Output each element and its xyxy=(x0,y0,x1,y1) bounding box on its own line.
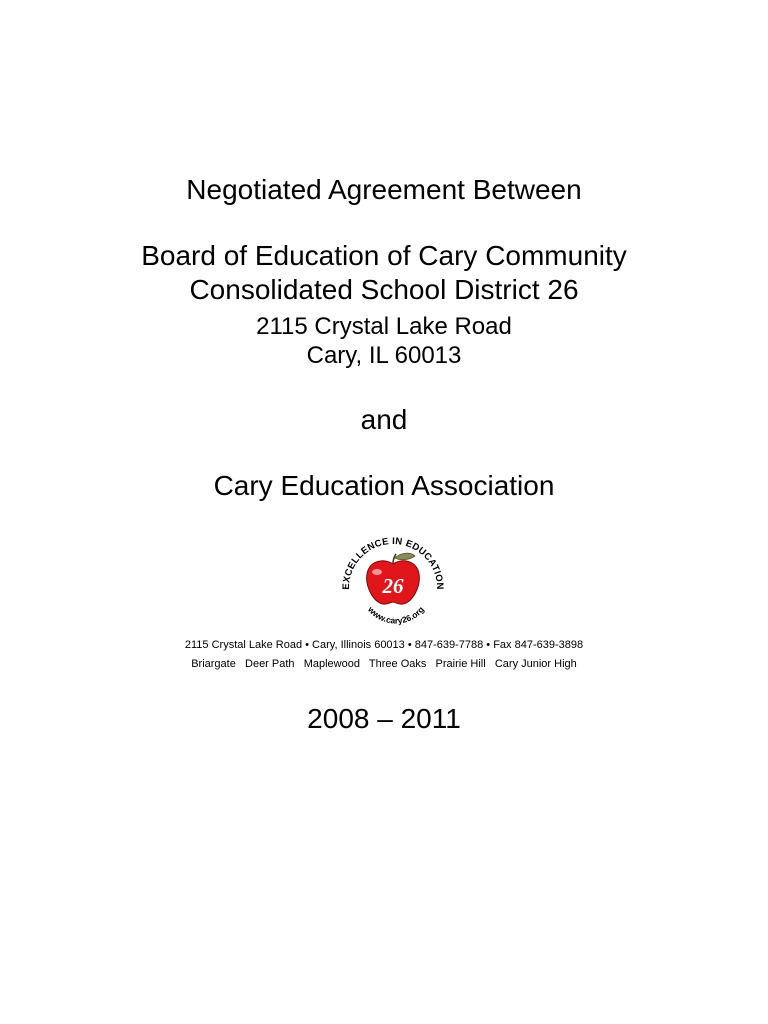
conjunction-and: and xyxy=(360,404,408,435)
district-schools-line: Briargate Deer Path Maplewood Three Oaks Prairie Hill Cary Junior High xyxy=(191,658,577,670)
board-name-line-1: Board of Education of Cary Community xyxy=(141,240,627,271)
district-logo xyxy=(331,522,451,626)
logo-number: 26 xyxy=(382,574,404,598)
board-address-street: 2115 Crystal Lake Road xyxy=(256,313,512,340)
agreement-term: 2008 – 2011 xyxy=(307,703,461,734)
agreement-title: Negotiated Agreement Between xyxy=(186,174,582,205)
board-address-city: Cary, IL 60013 xyxy=(306,342,462,369)
logo-arc-text: EXCELLENCE IN EDUCATION xyxy=(340,535,446,590)
association-name: Cary Education Association xyxy=(213,470,555,501)
logo-website: www.cary26.org xyxy=(366,604,426,626)
district-contact-line: 2115 Crystal Lake Road • Cary, Illinois 60013 • 847-639-7788 • Fax 847-639-3898 xyxy=(184,639,584,651)
leaf-icon xyxy=(395,553,415,560)
board-name-line-2: Consolidated School District 26 xyxy=(189,274,579,305)
apple-highlight xyxy=(372,569,382,575)
